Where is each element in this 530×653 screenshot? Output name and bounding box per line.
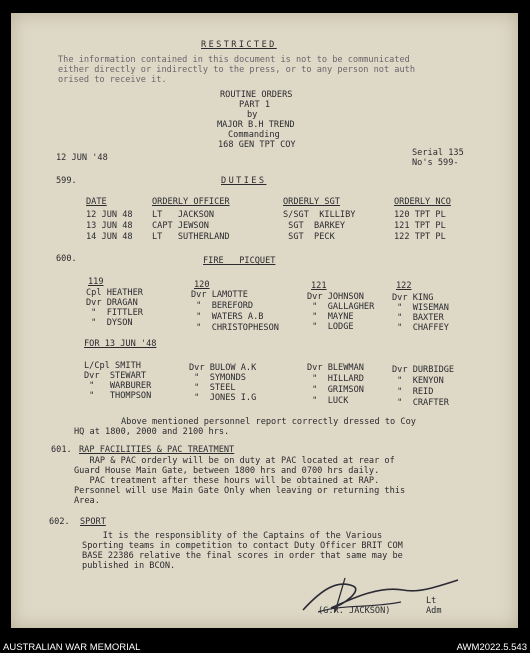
relief-group-3-line-1: Dvr BLEWMAN (307, 363, 364, 373)
relief-group-1-line-4: " THOMPSON (84, 391, 152, 401)
nos-number: No's 599- (412, 158, 459, 168)
relief-group-1-line-3: " WARBURER (84, 381, 152, 391)
relief-group-3-line-2: " HILLARD (307, 374, 364, 384)
footer-accession-number: AWM2022.5.543 (456, 642, 527, 653)
title-line-4: MAJOR B.H TREND (217, 120, 295, 130)
fire-picquet-heading: FIRE PICQUET (203, 256, 276, 266)
duty-row-2-date: 13 JUN 48 (86, 221, 133, 231)
sport-line-4: published in BCON. (51, 561, 176, 571)
title-line-2: PART 1 (239, 100, 271, 110)
platoon-119-line-1: Cpl HEATHER (86, 288, 143, 298)
sport-line-3: BASE 22386 relative the final scores in order that same may be (51, 551, 403, 561)
col-header-nco: ORDERLY NCO (394, 197, 451, 207)
duty-row-1-nco: 120 TPT PL (394, 210, 446, 220)
rap-line-3: PAC treatment after these hours will be obtained at RAP. (74, 476, 380, 486)
platoon-122-line-1: Dvr KING (392, 293, 434, 303)
duty-row-3-sgt: SGT PECK (283, 232, 335, 242)
sport-line-1: It is the responsiblity of the Captains of the Various (51, 531, 383, 541)
platoon-122-line-3: " BAXTER (392, 313, 444, 323)
signature-rank: Lt (426, 596, 437, 606)
title-line-1: ROUTINE ORDERS (220, 90, 293, 100)
platoon-121-line-1: Dvr JOHNSON (307, 292, 364, 302)
platoon-121-line-2: " GALLAGHER (307, 302, 375, 312)
sport-heading: SPORT (80, 517, 106, 527)
platoon-120-line-1: Dvr LAMOTTE (191, 290, 248, 300)
relief-group-2-line-1: Dvr BULOW A.K (189, 363, 257, 373)
duty-row-1-officer: LT JACKSON (152, 210, 215, 220)
duty-row-1-date: 12 JUN 48 (86, 210, 133, 220)
relief-group-2-line-2: " SYMONDS (189, 373, 246, 383)
archive-footer (0, 630, 530, 653)
platoon-121-label: 121 (311, 281, 327, 291)
signature-role: Adm (426, 606, 442, 616)
duty-row-3-officer: LT SUTHERLAND (152, 232, 230, 242)
duty-row-3-nco: 122 TPT PL (394, 232, 446, 242)
platoon-120-line-4: " CHRISTOPHESON (191, 323, 279, 333)
relief-group-2-line-4: " JONES I.G (189, 393, 257, 403)
notice-line-2: either directly or indirectly to the press, or to any person not auth (58, 65, 415, 75)
duty-row-2-sgt: SGT BARKEY (283, 221, 346, 231)
platoon-121-line-3: " MAYNE (307, 312, 354, 322)
platoon-121-line-4: " LODGE (307, 322, 354, 332)
notice-line-1: The information contained in this document is not to be communicated (58, 55, 410, 65)
relief-group-3-line-4: " LUCK (307, 396, 349, 406)
fire-picquet-note-line-1: Above mentioned personnel report correctly dressed to Coy (121, 417, 416, 427)
sport-line-2: Sporting teams in competition to contact Duty Officer BRIT COM (51, 541, 403, 551)
document-page (11, 13, 518, 628)
duty-row-2-officer: CAPT JEWSON (152, 221, 209, 231)
platoon-122-line-4: " CHAFFEY (392, 323, 449, 333)
title-line-3: by (247, 110, 258, 120)
platoon-120-line-2: " BEREFORD (191, 301, 254, 311)
duty-row-1-sgt: S/SGT KILLIBY (283, 210, 356, 220)
fire-picquet-for-date: FOR 13 JUN '48 (84, 339, 157, 349)
rap-heading: RAP FACILITIES & PAC TREATMENT (79, 445, 235, 455)
title-line-6: 168 GEN TPT COY (218, 140, 296, 150)
platoon-122-line-2: " WISEMAN (392, 303, 449, 313)
rap-line-4: Personnel will use Main Gate Only when leaving or returning this (74, 486, 406, 496)
duty-row-3-date: 14 JUN 48 (86, 232, 133, 242)
platoon-120-label: 120 (194, 280, 210, 290)
relief-group-4-line-1: Dvr DURBIDGE (392, 365, 455, 375)
rap-number: 601. (51, 445, 72, 455)
relief-group-3-line-3: " GRIMSON (307, 385, 364, 395)
serial-number: Serial 135 (412, 148, 464, 158)
signature-name: (G.R. JACKSON) (318, 606, 391, 616)
platoon-119-line-3: " FITTLER (86, 308, 143, 318)
duties-number: 599. (56, 176, 77, 186)
platoon-119-label: 119 (88, 277, 104, 287)
title-line-5: Commanding (228, 130, 280, 140)
platoon-119-line-2: Dvr DRAGAN (86, 298, 138, 308)
col-header-date: DATE (86, 197, 107, 207)
classification-label: RESTRICTED (201, 40, 277, 50)
duty-row-2-nco: 121 TPT PL (394, 221, 446, 231)
sport-number: 602. (49, 517, 70, 527)
fire-picquet-number: 600. (56, 254, 77, 264)
relief-group-1-line-2: Dvr STEWART (84, 371, 147, 381)
platoon-120-line-3: " WATERS A.B (191, 312, 264, 322)
duties-heading: DUTIES (221, 176, 267, 186)
relief-group-1-line-1: L/Cpl SMITH (84, 361, 141, 371)
rap-line-2: Guard House Main Gate, between 1800 hrs and 0700 hrs daily. (74, 466, 380, 476)
order-date: 12 JUN '48 (56, 153, 108, 163)
rap-line-5: Area. (74, 496, 100, 506)
col-header-sgt: ORDERLY SGT (283, 197, 340, 207)
relief-group-2-line-3: " STEEL (189, 383, 236, 393)
platoon-122-label: 122 (396, 281, 412, 291)
fire-picquet-note-line-2: HQ at 1800, 2000 and 2100 hrs. (74, 427, 230, 437)
col-header-officer: ORDERLY OFFICER (152, 197, 230, 207)
platoon-119-line-4: " DYSON (86, 318, 133, 328)
footer-institution: AUSTRALIAN WAR MEMORIAL (3, 642, 141, 653)
relief-group-4-line-3: " REID (392, 387, 434, 397)
relief-group-4-line-4: " CRAFTER (392, 398, 449, 408)
relief-group-4-line-2: " KENYON (392, 376, 444, 386)
notice-line-3: orised to receive it. (58, 75, 167, 85)
rap-line-1: RAP & PAC orderly will be on duty at PAC located at rear of (74, 456, 395, 466)
